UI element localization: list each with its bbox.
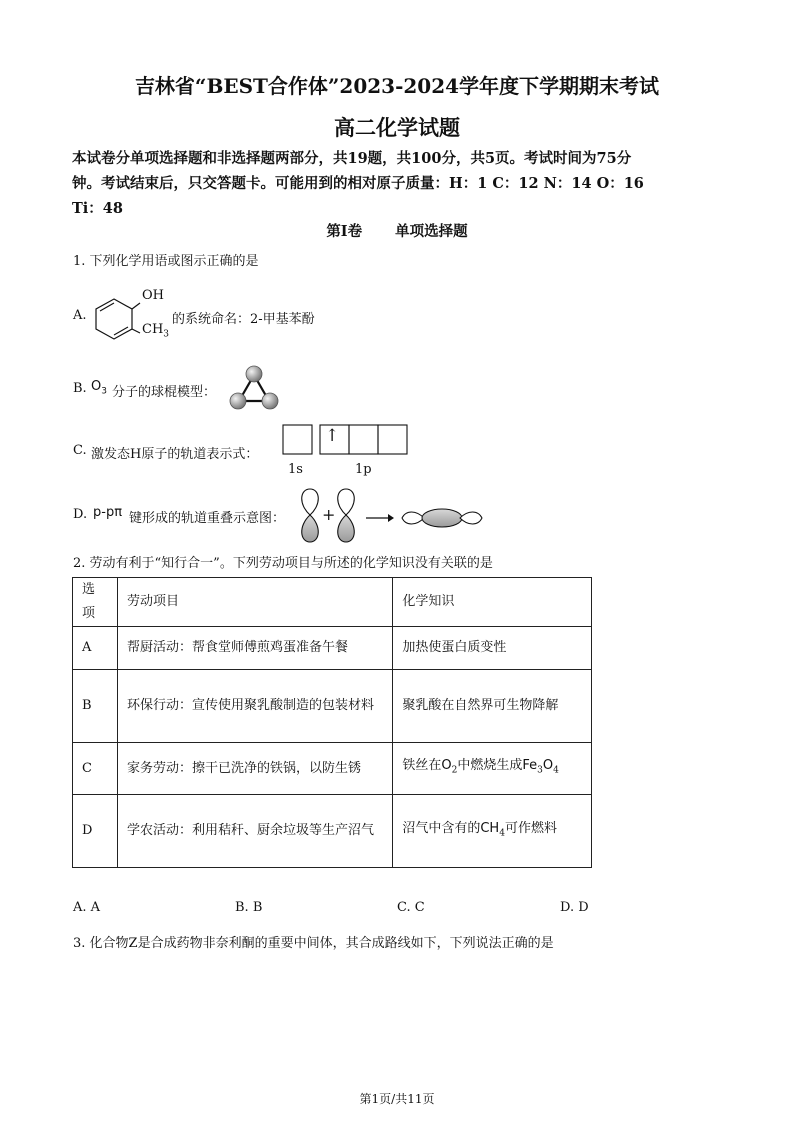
q1-option-a-text: 的系统命名：2-甲基苯酚	[172, 312, 315, 327]
hydroxyl-label: OH	[142, 288, 164, 303]
exam-subtitle: 高二化学试题	[334, 115, 460, 140]
row-b-item: 环保行动：宣传使用聚乳酸制造的包装材料	[117, 670, 392, 743]
question-1-stem: 1. 下列化学用语或图示正确的是	[73, 254, 259, 269]
orbital-boxes-diagram	[282, 424, 412, 458]
section-heading	[0, 220, 794, 241]
oxygen-formula: O	[441, 758, 452, 774]
section-part: 第Ⅰ卷	[326, 223, 363, 240]
table-row	[73, 795, 592, 868]
q1-option-d-text: 键形成的轨道重叠示意图：	[129, 511, 286, 526]
q1-option-c-label: C.	[73, 443, 87, 458]
row-b-option: B	[73, 670, 118, 743]
row-c-knowledge	[393, 743, 592, 795]
row-c-item: 家务劳动：擦干已洗净的铁锅，以防生锈	[117, 743, 392, 795]
q1-option-b-text: 分子的球棍模型：	[112, 385, 217, 400]
row-d-text-2: 可作燃料	[504, 820, 557, 836]
header-option: 选项	[73, 578, 118, 627]
iron-oxide-sub: 4	[553, 765, 559, 776]
exam-instructions	[72, 146, 732, 221]
ozone-sub: 3	[101, 386, 107, 397]
table-row	[73, 743, 592, 795]
orbital-1s-label: 1s	[288, 462, 303, 477]
ozone-o: O	[91, 379, 102, 394]
plus-sign: +	[322, 505, 336, 524]
row-d-text-1: 沼气中含有的	[402, 820, 481, 836]
table-row	[73, 627, 592, 670]
instructions-line-1: 本试卷分单项选择题和非选择题两部分，共19题，共100分，共5页。考试时间为75分	[72, 150, 632, 167]
row-c-text-2: 中燃烧生成	[457, 758, 523, 774]
header-chemistry-knowledge: 化学知识	[393, 578, 592, 627]
ozone-ball-stick-model	[226, 364, 282, 412]
iron-sub: 3	[537, 765, 543, 776]
methyl-ch: CH	[142, 322, 164, 337]
row-d-option: D	[73, 795, 118, 868]
ozone-formula	[91, 379, 107, 397]
q1-option-b-label: B.	[73, 381, 87, 396]
q1-option-c-text: 激发态H原子的轨道表示式：	[91, 447, 259, 462]
row-a-option: A	[73, 627, 118, 670]
section-name: 单项选择题	[395, 223, 468, 240]
header-labor-item: 劳动项目	[117, 578, 392, 627]
row-d-item: 学农活动：利用秸秆、厨余垃圾等生产沼气	[117, 795, 392, 868]
iron-oxide-o: O	[542, 758, 554, 774]
question-2-stem: 2. 劳动有利于“知行合一”。下列劳动项目与所述的化学知识没有关联的是	[73, 556, 493, 571]
answer-choice-a: A. A	[73, 900, 101, 915]
labor-knowledge-table	[72, 577, 592, 868]
table-row	[73, 670, 592, 743]
row-a-item: 帮厨活动：帮食堂师傅煎鸡蛋准备午餐	[117, 627, 392, 670]
answer-choice-b: B. B	[235, 900, 263, 915]
methyl-sub: 3	[163, 329, 170, 340]
methyl-label	[142, 322, 169, 340]
row-b-knowledge: 聚乳酸在自然界可生物降解	[393, 670, 592, 743]
instructions-line-3: Ti：48	[72, 200, 123, 217]
answer-choice-c: C. C	[397, 900, 425, 915]
instructions-line-2: 钟。考试结束后，只交答题卡。可能用到的相对原子质量：H：1 C：12 N：14 O：16	[72, 175, 644, 192]
row-c-option: C	[73, 743, 118, 795]
exam-title: 吉林省“BEST合作体”2023-2024学年度下学期期末考试	[134, 74, 660, 98]
row-a-knowledge: 加热使蛋白质变性	[393, 627, 592, 670]
row-c-text-1: 铁丝在	[402, 758, 442, 774]
methane-formula: CH	[480, 820, 500, 836]
orbital-1p-label: 1p	[355, 462, 372, 477]
q1-option-d-label: D.	[73, 507, 88, 522]
question-3-stem: 3. 化合物Z是合成药物非奈利酮的重要中间体，其合成路线如下，下列说法正确的是	[73, 936, 554, 951]
row-d-knowledge	[393, 795, 592, 868]
page-number: 第1页/共11页	[359, 1092, 435, 1106]
answer-choice-d: D. D	[560, 900, 589, 915]
table-header-row	[73, 578, 592, 627]
iron-formula: Fe	[522, 758, 538, 774]
p-p-pi-formula: p-pπ	[93, 505, 123, 520]
electron-up-arrow: ↑	[325, 426, 340, 446]
q1-option-a-label: A.	[73, 308, 87, 323]
oxygen-sub: 2	[451, 765, 458, 776]
methane-sub: 4	[499, 828, 505, 839]
